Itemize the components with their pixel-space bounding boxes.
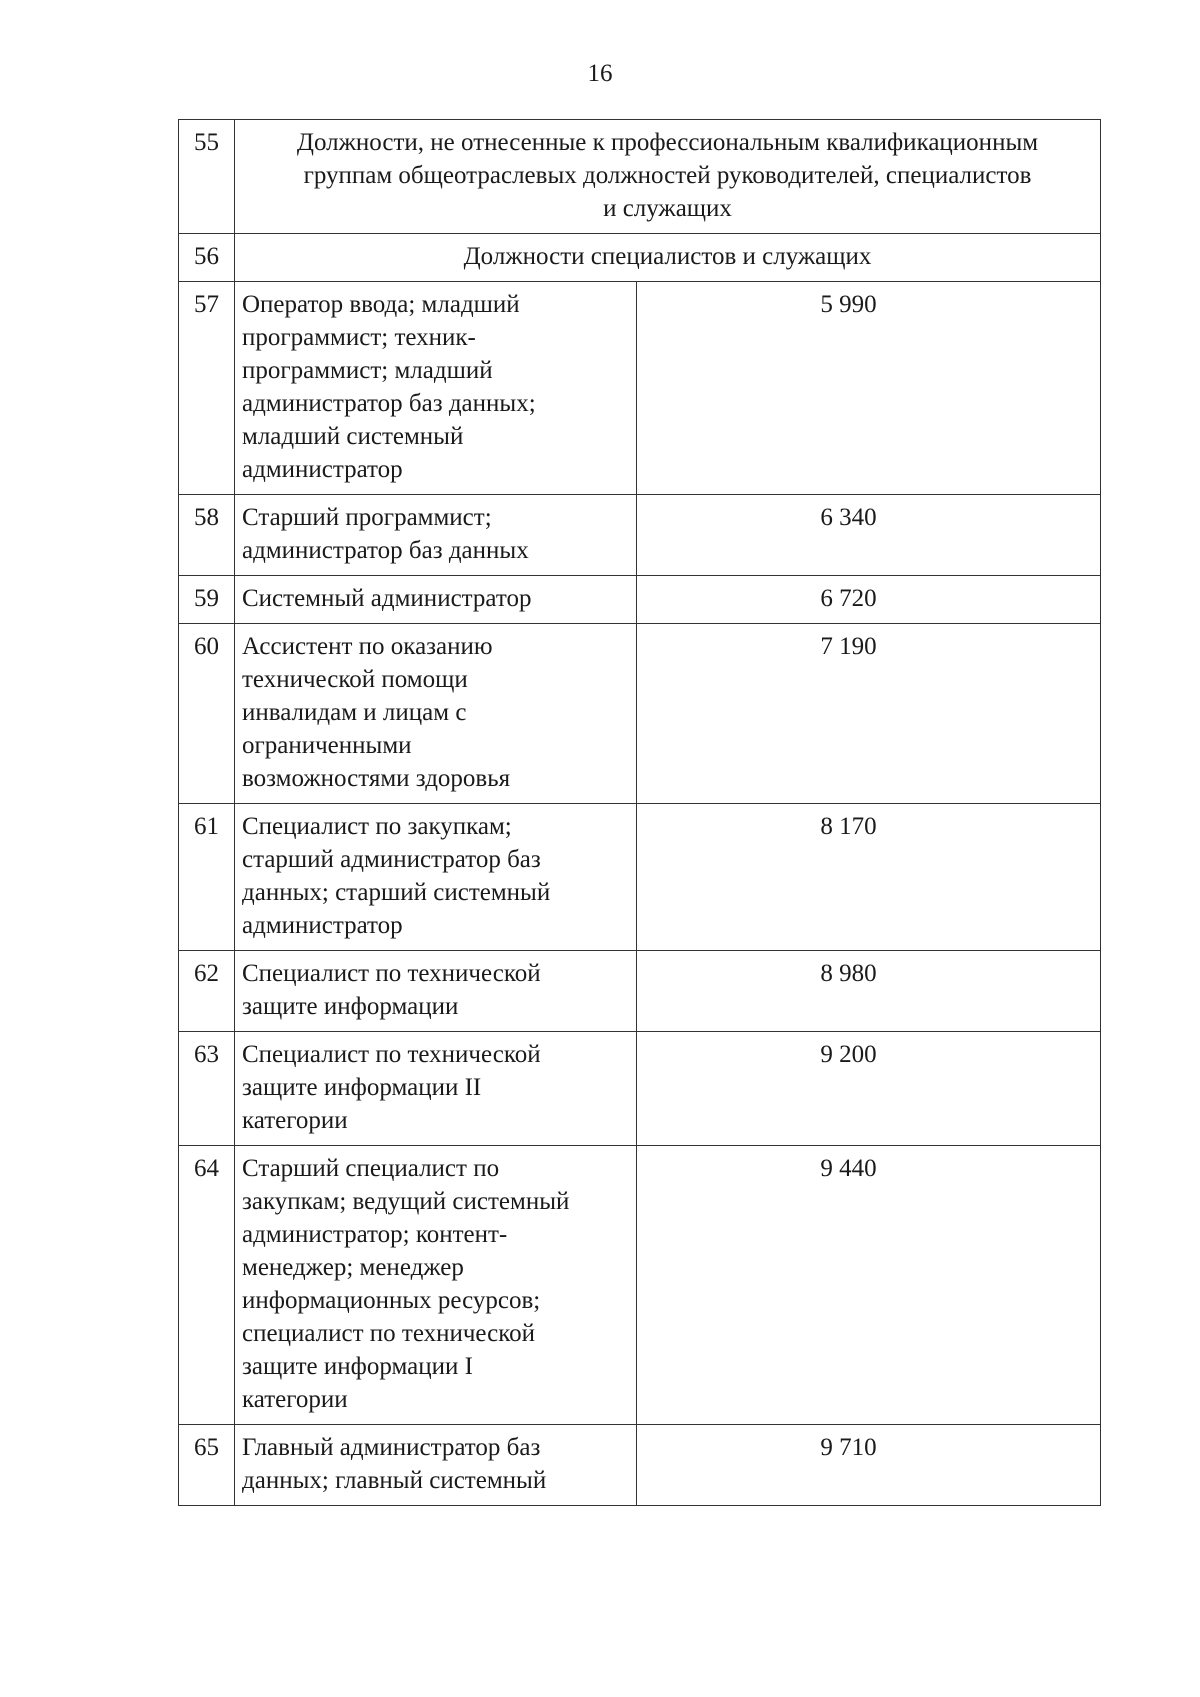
position-value: 9 710 [637,1425,1101,1506]
position-name-line: младший системный [242,423,464,450]
position-name-line: Оператор ввода; младший [242,291,520,318]
table-row [179,804,1101,951]
table-row [179,120,1101,234]
table-row [179,624,1101,804]
position-name-line: Старший специалист по [242,1155,500,1182]
position-name-line: данных; главный системный [242,1467,547,1494]
position-value: 8 980 [637,951,1101,1032]
position-name-line: защите информации [242,993,459,1020]
position-name-line: программист; младший [242,357,493,384]
position-value: 6 340 [637,495,1101,576]
table-row [179,234,1101,282]
position-name-line: Ассистент по оказанию [242,633,493,660]
table-row [179,1425,1101,1506]
position-name-line: администратор баз данных [242,537,529,564]
position-name [235,1425,637,1506]
table-row [179,1146,1101,1425]
position-name-line: Специалист по технической [242,1041,541,1068]
position-name-line: защите информации II [242,1074,482,1101]
row-number: 58 [179,495,235,576]
position-name-line: категории [242,1386,348,1413]
position-name-line: инвалидам и лицам с [242,699,467,726]
position-name-line: защите информации I [242,1353,473,1380]
position-name-line: Специалист по технической [242,960,541,987]
position-name-line: Главный администратор баз [242,1434,541,1461]
position-name [235,804,637,951]
section-header [235,120,1101,234]
position-value: 9 440 [637,1146,1101,1425]
section-header-line: группам общеотраслевых должностей руководителей, специалистов [303,162,1032,189]
position-value: 7 190 [637,624,1101,804]
row-number: 60 [179,624,235,804]
position-name-line: возможностями здоровья [242,765,511,792]
position-name-line: ограниченными [242,732,412,759]
position-name-line: менеджер; менеджер [242,1254,464,1281]
position-name-line: администратор [242,456,403,483]
table-row [179,282,1101,495]
position-name [235,576,637,624]
table-row [179,1032,1101,1146]
table-row [179,495,1101,576]
positions-table [178,119,1101,1506]
position-name [235,951,637,1032]
position-name-line: специалист по технической [242,1320,535,1347]
position-value: 8 170 [637,804,1101,951]
position-value: 6 720 [637,576,1101,624]
section-header-line: и служащих [603,195,732,222]
position-name [235,624,637,804]
position-name [235,495,637,576]
position-name-line: администратор; контент- [242,1221,508,1248]
subsection-header-line: Должности специалистов и служащих [463,243,872,270]
position-name [235,1146,637,1425]
position-name-line: закупкам; ведущий системный [242,1188,570,1215]
position-name-line: данных; старший системный [242,879,551,906]
row-number: 63 [179,1032,235,1146]
row-number: 61 [179,804,235,951]
row-number: 64 [179,1146,235,1425]
subsection-header [235,234,1101,282]
table-row [179,576,1101,624]
row-number: 65 [179,1425,235,1506]
position-name-line: старший администратор баз [242,846,541,873]
position-name-line: программист; техник- [242,324,476,351]
position-value: 9 200 [637,1032,1101,1146]
position-name-line: Старший программист; [242,504,492,531]
row-number: 59 [179,576,235,624]
row-number: 57 [179,282,235,495]
position-name-line: категории [242,1107,348,1134]
section-header-line: Должности, не отнесенные к профессиональным квалификационным [296,129,1039,156]
row-number: 62 [179,951,235,1032]
page-number: 16 [587,60,613,87]
position-name-line: Системный администратор [242,585,532,612]
position-value: 5 990 [637,282,1101,495]
position-name-line: администратор баз данных; [242,390,536,417]
table-row [179,951,1101,1032]
position-name-line: информационных ресурсов; [242,1287,541,1314]
position-name [235,1032,637,1146]
position-name-line: технической помощи [242,666,468,693]
row-number: 55 [179,120,235,234]
position-name [235,282,637,495]
position-name-line: администратор [242,912,403,939]
position-name-line: Специалист по закупкам; [242,813,512,840]
row-number: 56 [179,234,235,282]
